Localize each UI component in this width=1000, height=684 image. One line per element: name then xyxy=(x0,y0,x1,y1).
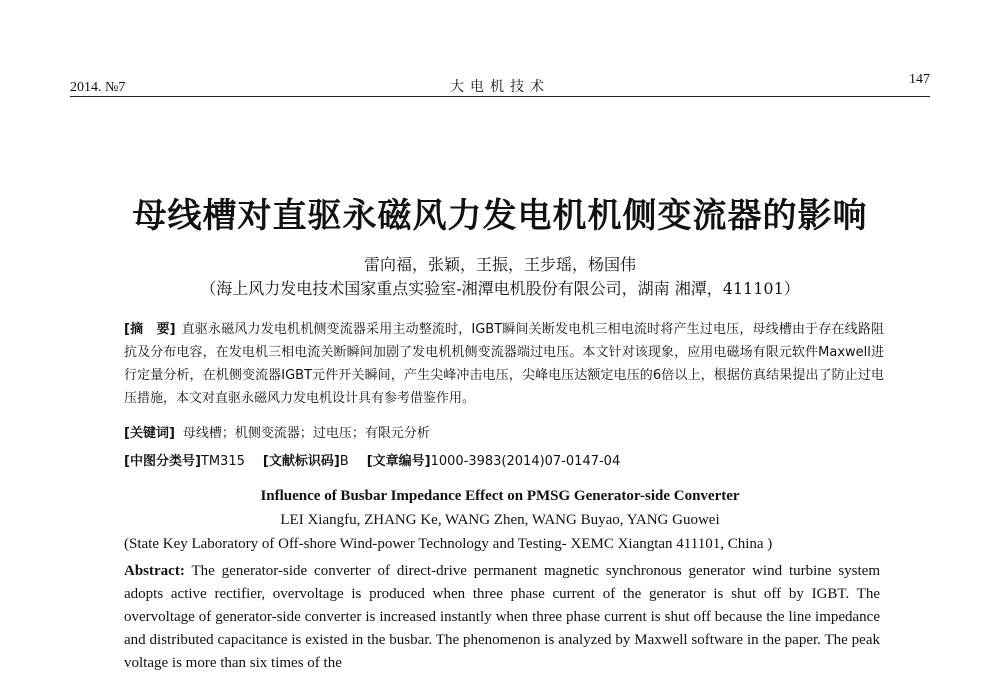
authors-chinese: 雷向福，张颖，王振，王步瑶，杨国伟 xyxy=(363,255,636,274)
article-number-value: 1000-3983(2014)07-0147-04 xyxy=(430,454,621,469)
keywords-chinese-text: 母线槽；机侧变流器；过电压；有限元分析 xyxy=(182,426,430,441)
affiliation-english: (State Key Laboratory of Off-shore Wind-power Technology and Testing- XEMC Xiangtan 411101, China ) xyxy=(124,536,773,552)
article-number-label: [文章编号] xyxy=(366,454,431,469)
affiliation-chinese: （海上风力发电技术国家重点实验室-湘潭电机股份有限公司，湖南 湘潭，411101） xyxy=(200,279,800,298)
clc-label: [中图分类号] xyxy=(124,454,201,469)
keywords-chinese xyxy=(124,422,884,445)
issue-number: 2014. №7 xyxy=(70,80,126,95)
page-number: 147 xyxy=(909,72,930,87)
clc-value: TM315 xyxy=(200,454,245,469)
doc-code-label: [文献标识码] xyxy=(262,454,340,469)
keywords-chinese-label: [关键词] xyxy=(124,426,175,441)
abstract-chinese-text: 直驱永磁风力发电机机侧变流器采用主动整流时，IGBT瞬间关断发电机三相电流时将产生过电压，母线槽由于存在线路阻抗及分布电容，在发电机三相电流关断瞬间加剧了发电机机侧变流器端过电压。本文针对该现象，应用电磁场有限元软件Maxwell进行定量分析，在机侧变流器IGBT元件开关瞬间，产生尖峰冲击电压，尖峰电压达额定电压的6倍以上，根据仿真结果提出了防止过电压措施，本文对直驱永磁风力发电机设计具有参考借鉴作用。 xyxy=(124,322,884,406)
classification-line xyxy=(124,450,884,473)
abstract-english-label: Abstract: xyxy=(124,563,185,579)
paper-title: 母线槽对直驱永磁风力发电机机侧变流器的影响 xyxy=(132,196,868,236)
abstract-english-text: The generator-side converter of direct-drive permanent magnetic synchronous generator wind turbine system adopts active rectifier, overvoltage is produced when three phase current of the generator is shut off by IGBT. The overvoltage of generator-side converter is increased instantly when three phase current is shut off because the line impedance and distributed capacitance is existed in the busbar. The phenomenon is analyzed by Maxwell software in the paper. The peak voltage is more than six times of the xyxy=(124,563,880,671)
paper-title-english: Influence of Busbar Impedance Effect on PMSG Generator-side Converter xyxy=(260,488,740,504)
running-header xyxy=(70,70,930,97)
authors-english: LEI Xiangfu, ZHANG Ke, WANG Zhen, WANG Buyao, YANG Guowei xyxy=(280,512,720,528)
journal-name: 大电机技术 xyxy=(450,79,550,95)
abstract-english xyxy=(124,560,880,675)
abstract-chinese-label: [摘 要] xyxy=(124,322,176,337)
doc-code-value: B xyxy=(339,454,349,469)
abstract-chinese xyxy=(124,318,884,410)
